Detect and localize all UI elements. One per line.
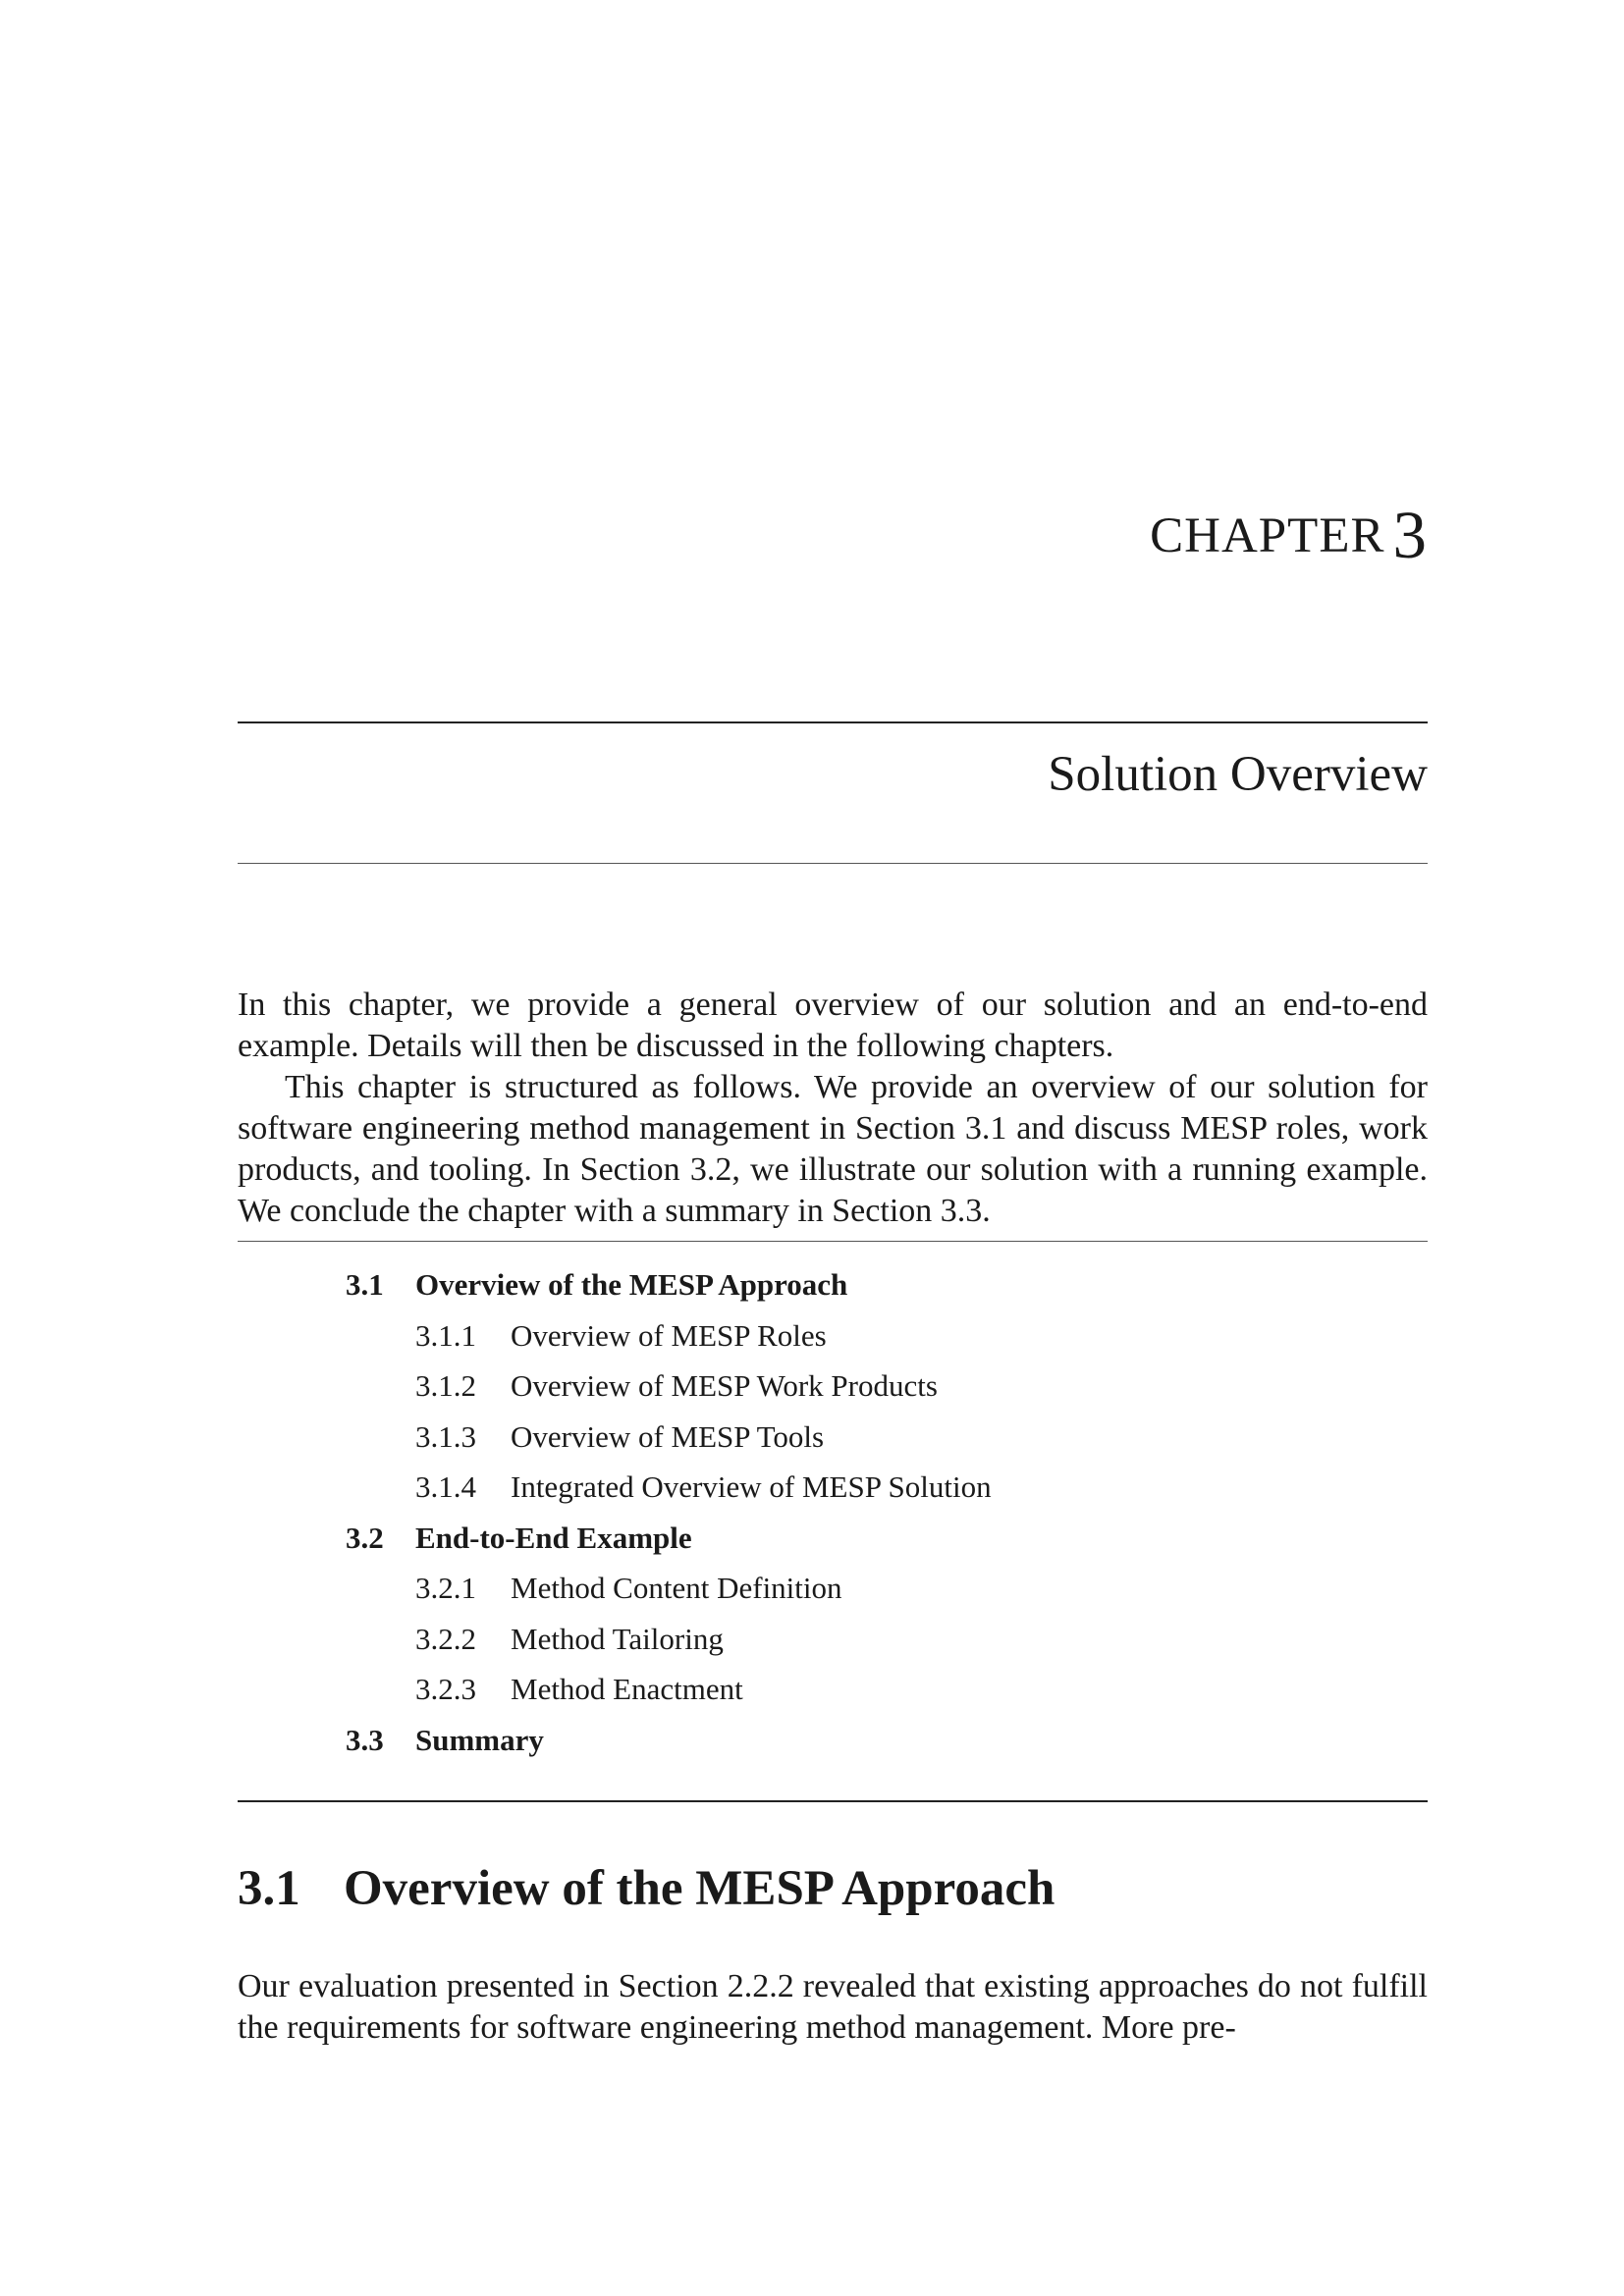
toc-entry-number: 3.1.3 — [415, 1418, 476, 1454]
toc-top-rule — [238, 1241, 1428, 1242]
intro-text — [238, 985, 1428, 1232]
toc-entry-number: 3.2 — [346, 1520, 384, 1555]
chapter-title-top-rule — [238, 721, 1428, 723]
toc-entry-title[interactable]: Overview of the MESP Approach — [415, 1267, 848, 1302]
toc-entry-number: 3.2.3 — [415, 1672, 476, 1706]
toc-entry[interactable] — [238, 1664, 1428, 1715]
toc-entry[interactable] — [238, 1259, 1428, 1310]
toc-entry-title[interactable]: Overview of MESP Work Products — [511, 1368, 938, 1403]
toc-entry-title[interactable]: Overview of MESP Roles — [511, 1317, 827, 1353]
toc-entry[interactable] — [238, 1310, 1428, 1362]
intro-paragraph-2: This chapter is structured as follows. We provide an overview of our solution for software engineering method management in Section 3.1 and discuss MESP roles, work products, and tooling. In Section 3.2, we illustrate our solution with a running example. We conclude the chapter with a summary in Section 3.3. — [238, 1069, 1428, 1229]
toc-entry[interactable] — [238, 1563, 1428, 1614]
intro-paragraph-1: In this chapter, we provide a general overview of our solution and an end-to-end example. Details will then be discussed in the following chapters. — [238, 987, 1428, 1064]
toc-entry-title[interactable]: Method Content Definition — [511, 1571, 842, 1605]
toc-entry-title[interactable]: Integrated Overview of MESP Solution — [511, 1469, 992, 1504]
toc-entry-title[interactable]: Method Tailoring — [511, 1621, 724, 1656]
toc-entry[interactable] — [238, 1412, 1428, 1463]
toc-entry-number: 3.1 — [346, 1267, 384, 1302]
section-paragraph: Our evaluation presented in Section 2.2.2 revealed that existing approaches do not fulfill the requirements for software engineering method management. More pre- — [238, 1968, 1428, 2046]
toc-entry-number: 3.1.2 — [415, 1368, 476, 1403]
toc-entry[interactable] — [238, 1715, 1428, 1766]
toc-entry[interactable] — [238, 1361, 1428, 1412]
section-body-text — [238, 1966, 1428, 2049]
toc-entry[interactable] — [238, 1462, 1428, 1513]
chapter-label — [1150, 491, 1428, 572]
section-number: 3.1 — [238, 1861, 300, 1916]
chapter-toc — [238, 1259, 1428, 1765]
toc-entry[interactable] — [238, 1513, 1428, 1564]
toc-entry[interactable] — [238, 1614, 1428, 1665]
toc-entry-number: 3.2.2 — [415, 1621, 476, 1656]
toc-bottom-rule — [238, 1800, 1428, 1802]
section-heading — [238, 1860, 1055, 1917]
toc-entry-title[interactable]: Summary — [415, 1722, 544, 1757]
toc-entry-number: 3.2.1 — [415, 1571, 476, 1605]
toc-entry-number: 3.1.1 — [415, 1317, 476, 1353]
toc-entry-number: 3.1.4 — [415, 1469, 476, 1504]
chapter-number: 3 — [1392, 498, 1428, 572]
chapter-title: Solution Overview — [1048, 747, 1428, 802]
toc-entry-title[interactable]: End-to-End Example — [415, 1520, 692, 1555]
chapter-title-bottom-rule — [238, 863, 1428, 864]
section-title: Overview of the MESP Approach — [344, 1861, 1056, 1916]
chapter-label-text: CHAPTER — [1150, 508, 1385, 563]
toc-entry-number: 3.3 — [346, 1722, 384, 1757]
toc-entry-title[interactable]: Method Enactment — [511, 1672, 743, 1706]
toc-entry-title[interactable]: Overview of MESP Tools — [511, 1418, 825, 1454]
